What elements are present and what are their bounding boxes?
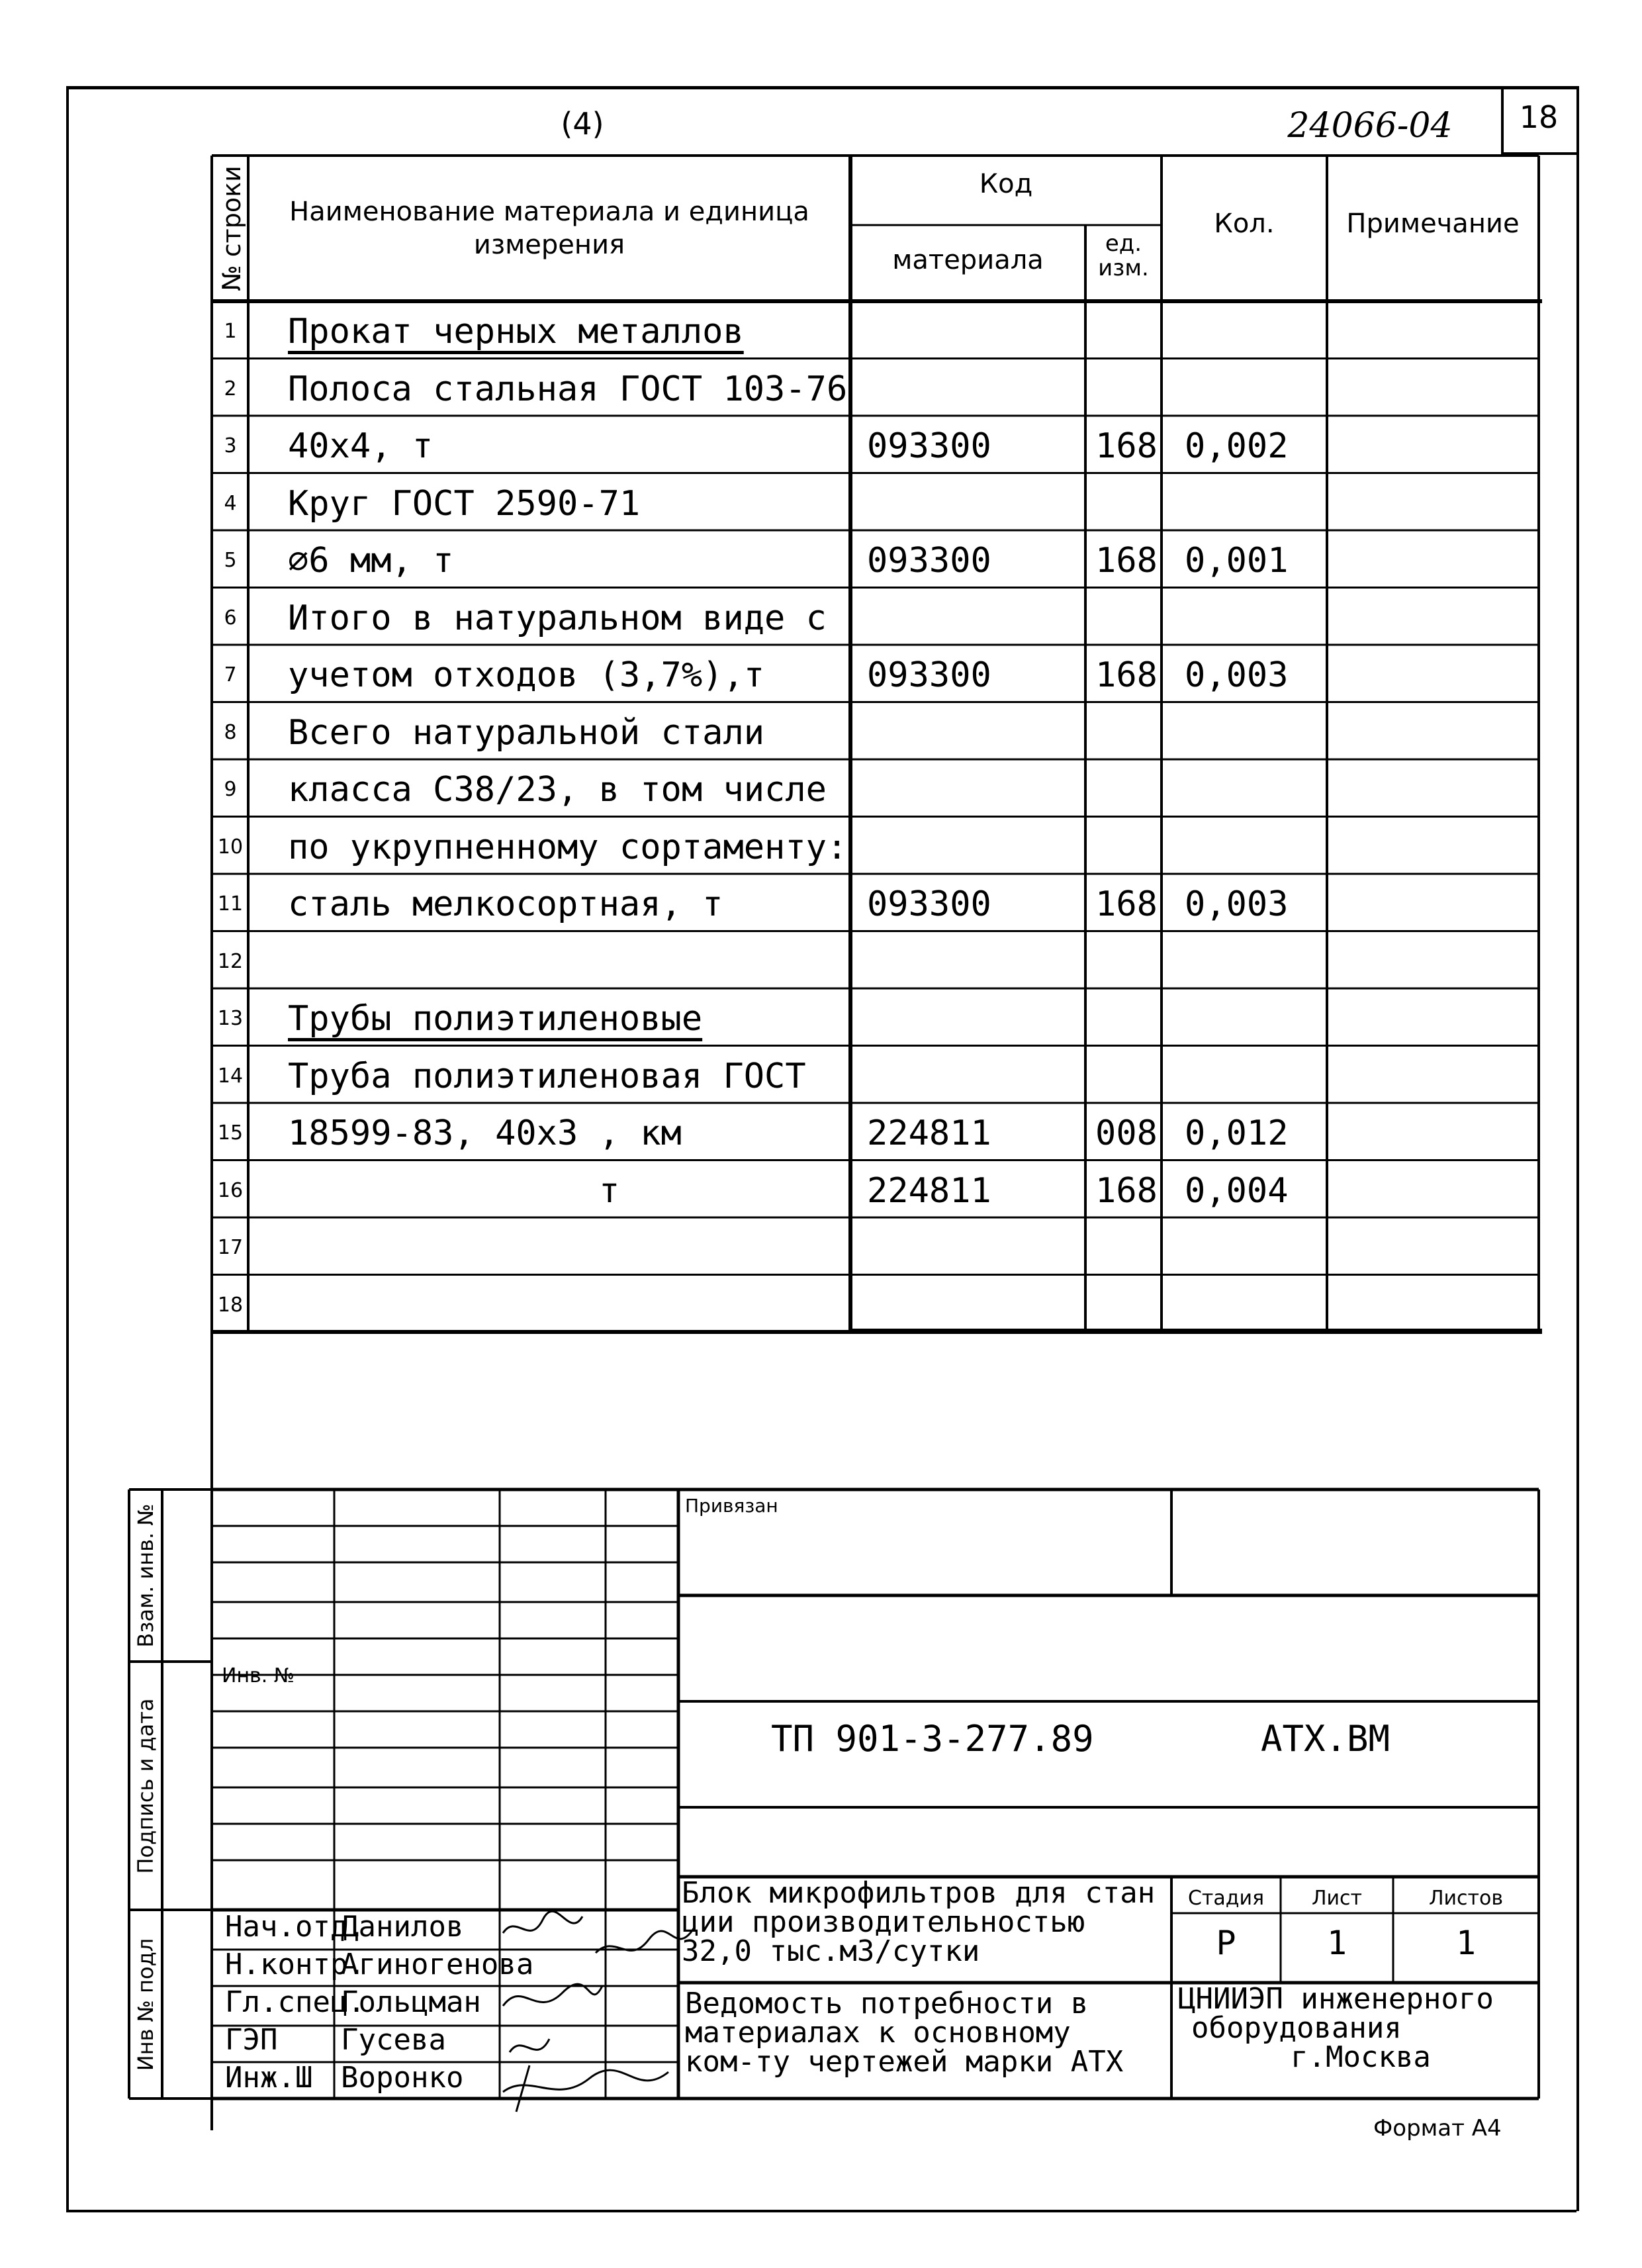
material-code-cell: 093300: [867, 426, 991, 466]
project-title-line: Блок микрофильтров для стан: [682, 1876, 1156, 1910]
side-label-podpis: Подпись и дата: [133, 1697, 158, 1874]
material-name-cell: 18599-83, 40х3 , км: [288, 1113, 682, 1153]
row-number-cell: 17: [217, 1236, 244, 1259]
unit-code-cell: 168: [1095, 426, 1158, 466]
quantity-header: Кол.: [1214, 209, 1275, 239]
sheets-value: 1: [1455, 1924, 1477, 1962]
signer-role: Н.контр.: [225, 1948, 365, 1981]
unit-code-cell: 168: [1095, 1170, 1158, 1211]
material-name-cell: т: [599, 1170, 620, 1211]
code-material-header: материала: [892, 245, 1044, 275]
row-number-cell: 18: [217, 1293, 244, 1317]
material-name-cell: сталь мелкосортная, т: [288, 884, 723, 924]
document-mark: АТХ.ВМ: [1261, 1718, 1391, 1760]
row-number-cell: 6: [224, 606, 237, 630]
document-number: 24066-04: [1287, 106, 1453, 146]
signer-role: Инж.Ш: [225, 2061, 313, 2095]
project-title-line: ции производительностью: [682, 1905, 1085, 1939]
signer-role: ГЭП: [225, 2023, 278, 2057]
row-number-cell: 8: [224, 720, 237, 744]
organization-line: ЦНИИЭП инженерного: [1178, 1982, 1494, 2016]
material-name-cell: класса С38/23, в том числе: [288, 770, 827, 810]
stage-value: Р: [1216, 1924, 1236, 1962]
unit-code-cell: 008: [1095, 1113, 1158, 1153]
quantity-cell: 0,003: [1185, 884, 1289, 924]
row-number-cell: 4: [224, 491, 237, 515]
stage-label: Стадия: [1187, 1887, 1265, 1910]
side-label-vzam: Взам. инв. №: [133, 1503, 158, 1648]
signer-name: Агиногенова: [341, 1948, 534, 1981]
organization-line: г.Москва: [1291, 2040, 1431, 2074]
side-label-inv-podl: Инв № подл: [133, 1938, 158, 2071]
name-column-header: Наименование материала и единица измерения: [289, 197, 809, 260]
document-title-line: материалах к основному: [685, 2016, 1071, 2050]
material-name-cell: учетом отходов (3,7%),т: [288, 655, 765, 695]
signer-name: Гусева: [341, 2023, 446, 2057]
row-number-cell: 7: [224, 663, 237, 686]
sheets-label: Листов: [1428, 1887, 1504, 1910]
row-number-cell: 3: [224, 434, 237, 457]
signer-name: Гольцман: [341, 1985, 481, 2019]
row-number-cell: 14: [217, 1064, 244, 1088]
material-name-cell: Круг ГОСТ 2590-71: [288, 483, 641, 524]
row-number-header: № строки: [217, 165, 246, 291]
organization-line: оборудования: [1191, 2011, 1402, 2045]
document-title-line: ком-ту чертежей марки АТХ: [685, 2045, 1124, 2079]
row-number-cell: 16: [217, 1178, 244, 1202]
material-name-cell: Итого в натуральном виде с: [288, 598, 827, 638]
material-code-cell: 224811: [867, 1170, 991, 1211]
material-code-cell: 093300: [867, 884, 991, 924]
project-title: [682, 1876, 1171, 1968]
quantity-cell: 0,001: [1185, 541, 1289, 581]
sheet-value: 1: [1326, 1924, 1347, 1962]
privyazan-label: Привязан: [685, 1495, 778, 1517]
row-number-cell: 11: [217, 892, 244, 916]
organization: [1178, 1982, 1539, 2074]
format-label: Формат А4: [1373, 2115, 1502, 2142]
signature-marks: [490, 1907, 715, 2118]
material-name-cell: по укрупненному сортаменту:: [288, 827, 848, 867]
signer-role: Нач.отд.: [225, 1910, 365, 1944]
material-name-cell: 40х4, т: [288, 426, 433, 466]
note-header: Примечание: [1346, 209, 1520, 239]
document-code: ТП 901-3-277.89: [771, 1718, 1094, 1760]
row-number-cell: 9: [224, 778, 237, 801]
row-number-cell: 12: [217, 949, 244, 973]
material-code-cell: 093300: [867, 541, 991, 581]
row-number-cell: 2: [224, 377, 237, 401]
sheet-label: Лист: [1311, 1887, 1363, 1910]
quantity-cell: 0,002: [1185, 426, 1289, 466]
material-name-cell: Полоса стальная ГОСТ 103-76: [288, 369, 848, 409]
material-code-cell: 093300: [867, 655, 991, 695]
material-name-cell: Трубы полиэтиленовые: [288, 999, 703, 1039]
unit-code-cell: 168: [1095, 884, 1158, 924]
project-title-line: 32,0 тыс.м3/сутки: [682, 1934, 980, 1968]
inv-no-label: Инв. №: [222, 1664, 295, 1687]
code-unit-header: ед. изм.: [1098, 230, 1149, 282]
row-number-cell: 10: [217, 835, 244, 859]
signer-role: Гл.спец.: [225, 1985, 365, 2019]
document-title-line: Ведомость потребности в: [685, 1987, 1089, 2020]
section-number: (4): [561, 106, 604, 142]
row-number-cell: 13: [217, 1007, 244, 1030]
quantity-cell: 0,004: [1185, 1170, 1289, 1211]
signer-name: Воронко: [341, 2061, 464, 2095]
material-name-cell: Всего натуральной стали: [288, 712, 765, 753]
document-title: [685, 1989, 1171, 2077]
material-name-cell: ⌀6 мм, т: [288, 541, 454, 581]
unit-code-cell: 168: [1095, 655, 1158, 695]
signer-name: Данилов: [341, 1910, 464, 1944]
row-number-cell: 1: [224, 320, 237, 343]
quantity-cell: 0,003: [1185, 655, 1289, 695]
material-name-cell: Труба полиэтиленовая ГОСТ: [288, 1056, 806, 1096]
material-name-cell: Прокат черных металлов: [288, 312, 744, 352]
quantity-cell: 0,012: [1185, 1113, 1289, 1153]
row-number-cell: 15: [217, 1121, 244, 1145]
row-number-cell: 5: [224, 549, 237, 572]
material-code-cell: 224811: [867, 1113, 991, 1153]
sheet-number: 18: [1519, 99, 1559, 135]
unit-code-cell: 168: [1095, 541, 1158, 581]
code-header: Код: [979, 169, 1033, 199]
